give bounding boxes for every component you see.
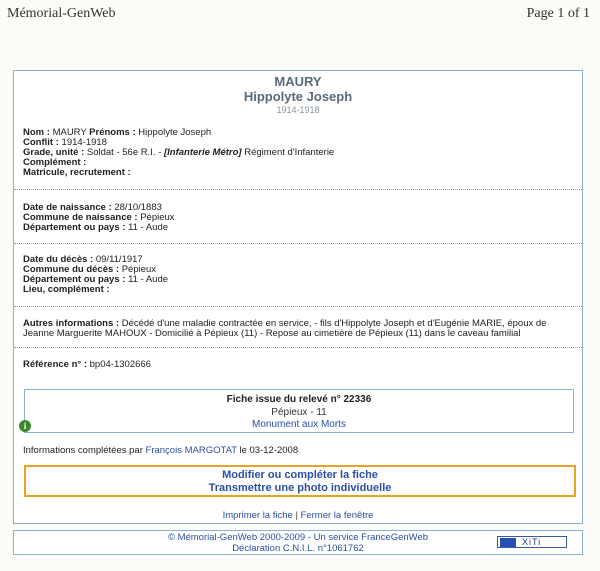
- surname-heading: MAURY: [274, 74, 322, 89]
- grade-value: Soldat - 56e R.I. -: [86, 147, 162, 158]
- source-record-box: [24, 389, 574, 433]
- print-close-links: [14, 510, 582, 521]
- send-photo-link[interactable]: Transmettre une photo individuelle: [208, 482, 392, 494]
- modify-record-link[interactable]: Modifier ou compléter la fiche: [222, 469, 378, 481]
- period-subtitle: 1914-1918: [276, 105, 320, 115]
- page-indicator: Page 1 of 1: [526, 6, 590, 21]
- xiti-label: XiTi: [522, 537, 542, 547]
- death-section: [23, 255, 168, 295]
- nom-value: MAURY: [52, 127, 87, 138]
- birth-commune-label: Commune de naissance :: [23, 212, 138, 223]
- prenoms-label: Prénoms :: [89, 127, 136, 138]
- other-info-value: Décédé d'une maladie contractée en service, - fils d'Hippolyte Joseph et d'Eugénie MARIE, époux de Jeanne Marguerite MAHOUX - Domicilié à Pépieux (11) - Repose au cimetière de Pépieux (11) dans le caveau familial: [23, 318, 547, 339]
- monument-link[interactable]: Monument aux Morts: [252, 419, 346, 430]
- close-window-link[interactable]: Fermer la fenêtre: [300, 510, 374, 521]
- conflit-label: Conflit :: [23, 137, 59, 148]
- completion-note: [23, 445, 298, 456]
- section-divider: [14, 189, 582, 190]
- death-date-value: 09/11/1917: [95, 254, 143, 265]
- section-divider: [14, 347, 582, 348]
- source-record-title: Fiche issue du relevé n° 22336: [226, 394, 372, 405]
- unit-name: Régiment d'Infanterie: [244, 147, 335, 158]
- birth-section: [23, 203, 175, 233]
- reference-label: Référence n° :: [23, 359, 87, 370]
- cnil-declaration: Déclaration C.N.I.L. n°1061762: [232, 543, 364, 554]
- unit-category: [Infanterie Métro]: [163, 147, 242, 158]
- contributor-link[interactable]: François MARGOTAT: [145, 445, 237, 456]
- actions-box: [24, 465, 576, 497]
- other-info-section: [23, 319, 571, 339]
- stats-bars-icon: [500, 538, 516, 547]
- completion-date: le 03-12-2008: [239, 445, 299, 456]
- link-separator: |: [295, 510, 298, 521]
- section-divider: [14, 306, 582, 307]
- site-name: Mémorial-GenWeb: [7, 6, 116, 21]
- record-card: [13, 70, 583, 524]
- birth-dept-label: Département ou pays :: [23, 222, 126, 233]
- source-record-place: Pépieux - 11: [271, 407, 327, 418]
- reference-section: [23, 360, 151, 370]
- death-dept-label: Département ou pays :: [23, 274, 126, 285]
- completion-prefix: Informations complétées par: [23, 445, 143, 456]
- complement-label: Complément :: [23, 157, 87, 168]
- birth-dept-value: 11 - Aude: [128, 222, 169, 233]
- death-commune-value: Pépieux: [121, 264, 157, 275]
- section-divider: [14, 243, 582, 244]
- birth-date-value: 28/10/1883: [114, 202, 162, 213]
- birth-date-label: Date de naissance :: [23, 202, 112, 213]
- site-footer: [13, 530, 583, 555]
- copyright-text[interactable]: © Mémorial-GenWeb 2000-2009 - Un service FranceGenWeb: [167, 532, 429, 543]
- matricule-label: Matricule, recrutement :: [23, 167, 131, 178]
- identity-section: [23, 128, 334, 178]
- print-link[interactable]: Imprimer la fiche: [222, 510, 293, 521]
- birth-commune-value: Pépieux: [140, 212, 175, 223]
- death-lieu-label: Lieu, complément :: [23, 284, 110, 295]
- conflit-value: 1914-1918: [61, 137, 107, 148]
- death-dept-value: 11 - Aude: [128, 274, 169, 285]
- death-commune-label: Commune du décès :: [23, 264, 120, 275]
- prenoms-value: Hippolyte Joseph: [138, 127, 212, 138]
- xiti-badge[interactable]: [497, 536, 567, 548]
- grade-label: Grade, unité :: [23, 147, 85, 158]
- given-name-heading: Hippolyte Joseph: [243, 89, 353, 104]
- reference-value: bp04-1302666: [89, 359, 151, 370]
- other-info-label: Autres informations :: [23, 318, 120, 329]
- info-icon[interactable]: i: [19, 420, 31, 432]
- death-date-label: Date du décès :: [23, 254, 94, 265]
- nom-label: Nom :: [23, 127, 50, 138]
